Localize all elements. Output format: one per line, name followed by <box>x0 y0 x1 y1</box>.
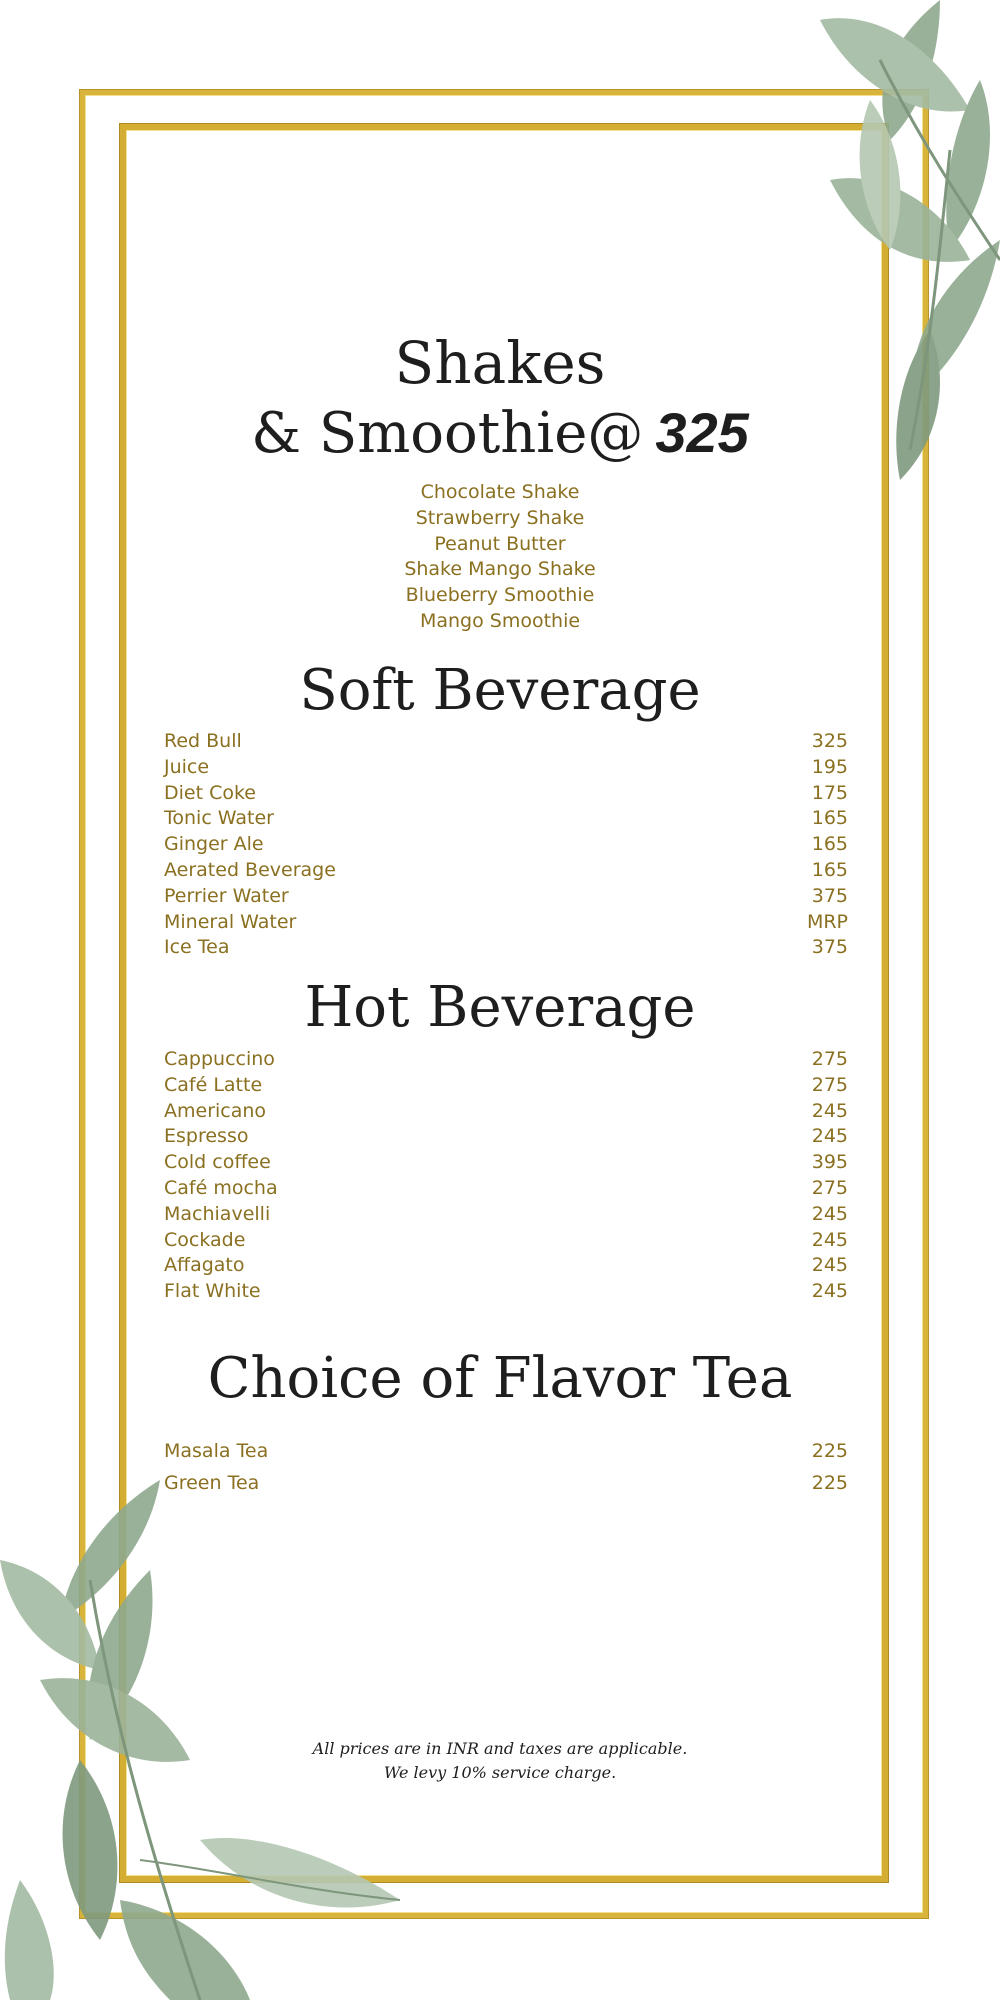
menu-row <box>164 884 848 910</box>
item-price: 165 <box>811 807 848 830</box>
item-price: 175 <box>811 781 848 804</box>
menu-row <box>164 1435 848 1467</box>
item-name: Aerated Beverage <box>164 858 336 881</box>
menu-row <box>164 1202 848 1228</box>
item-name: Café mocha <box>164 1176 278 1199</box>
item-name: Ginger Ale <box>164 833 264 856</box>
footer-note <box>0 1737 1000 1785</box>
item-price: 245 <box>811 1254 848 1277</box>
shakes-price: 325 <box>655 401 749 464</box>
smoothie-title-text: & Smoothie@ <box>251 401 644 466</box>
item-name: Cappuccino <box>164 1048 275 1070</box>
list-item: Peanut Butter <box>434 532 566 555</box>
menu-row <box>164 755 848 781</box>
item-name: Red Bull <box>164 730 242 752</box>
item-price: 245 <box>811 1099 848 1122</box>
list-item: Strawberry Shake <box>415 506 585 529</box>
list-item: Blueberry Smoothie <box>405 584 595 607</box>
hot-beverage-title: Hot Beverage <box>304 975 696 1040</box>
shakes-list <box>0 480 1000 635</box>
menu-row <box>164 1073 848 1099</box>
menu-row <box>164 1150 848 1176</box>
item-name: Flat White <box>164 1280 261 1303</box>
item-name: Cold coffee <box>164 1151 271 1174</box>
item-price: 225 <box>811 1472 848 1494</box>
shakes-title: Shakes <box>394 329 606 397</box>
item-name: Ice Tea <box>164 936 230 959</box>
soft-beverage-title: Soft Beverage <box>299 658 701 723</box>
item-price: 275 <box>811 1073 848 1096</box>
item-name: Cockade <box>164 1228 246 1251</box>
menu-row <box>164 729 848 755</box>
item-name: Mineral Water <box>164 910 297 933</box>
item-name: Café Latte <box>164 1073 263 1096</box>
item-price: 225 <box>811 1440 848 1462</box>
item-price: 245 <box>811 1280 848 1303</box>
item-price: 275 <box>811 1048 848 1070</box>
item-name: Affagato <box>164 1254 245 1277</box>
menu-row <box>164 1047 848 1073</box>
item-price: 275 <box>811 1176 848 1199</box>
menu-row <box>164 858 848 884</box>
item-name: Perrier Water <box>164 884 289 907</box>
item-price: 375 <box>811 936 848 959</box>
item-price: MRP <box>806 910 848 933</box>
flavor-tea-list <box>164 1435 848 1499</box>
item-price: 245 <box>811 1202 848 1225</box>
footer-line-tax: All prices are in INR and taxes are applicable. <box>312 1739 688 1758</box>
footer-line-service: We levy 10% service charge. <box>383 1763 617 1782</box>
item-price: 165 <box>811 858 848 881</box>
item-price: 325 <box>811 730 848 752</box>
item-name: Espresso <box>164 1125 249 1148</box>
menu-row <box>164 1253 848 1279</box>
item-name: Diet Coke <box>164 781 256 804</box>
menu-row <box>164 1228 848 1254</box>
menu-row <box>164 910 848 936</box>
item-price: 395 <box>811 1151 848 1174</box>
flavor-tea-title: Choice of Flavor Tea <box>207 1346 793 1411</box>
item-name: Tonic Water <box>164 807 274 830</box>
menu-row <box>164 1467 848 1499</box>
item-price: 245 <box>811 1228 848 1251</box>
item-price: 375 <box>811 884 848 907</box>
item-price: 165 <box>811 833 848 856</box>
menu-row <box>164 832 848 858</box>
menu-row <box>164 1099 848 1125</box>
item-name: Green Tea <box>164 1472 260 1494</box>
list-item: Chocolate Shake <box>420 481 580 503</box>
hot-beverage-list <box>164 1047 848 1305</box>
list-item: Shake Mango Shake <box>404 558 596 581</box>
list-item: Mango Smoothie <box>419 609 581 632</box>
menu-row <box>164 781 848 807</box>
smoothie-title <box>0 400 1000 467</box>
item-name: Juice <box>164 755 210 778</box>
item-name: Masala Tea <box>164 1440 269 1462</box>
menu-row <box>164 935 848 961</box>
menu-row <box>164 1176 848 1202</box>
menu-row <box>164 1124 848 1150</box>
soft-beverage-list <box>164 729 848 961</box>
item-name: Machiavelli <box>164 1202 271 1225</box>
item-price: 245 <box>811 1125 848 1148</box>
menu-row <box>164 806 848 832</box>
item-name: Americano <box>164 1099 267 1122</box>
item-price: 195 <box>811 755 848 778</box>
menu-row <box>164 1279 848 1305</box>
